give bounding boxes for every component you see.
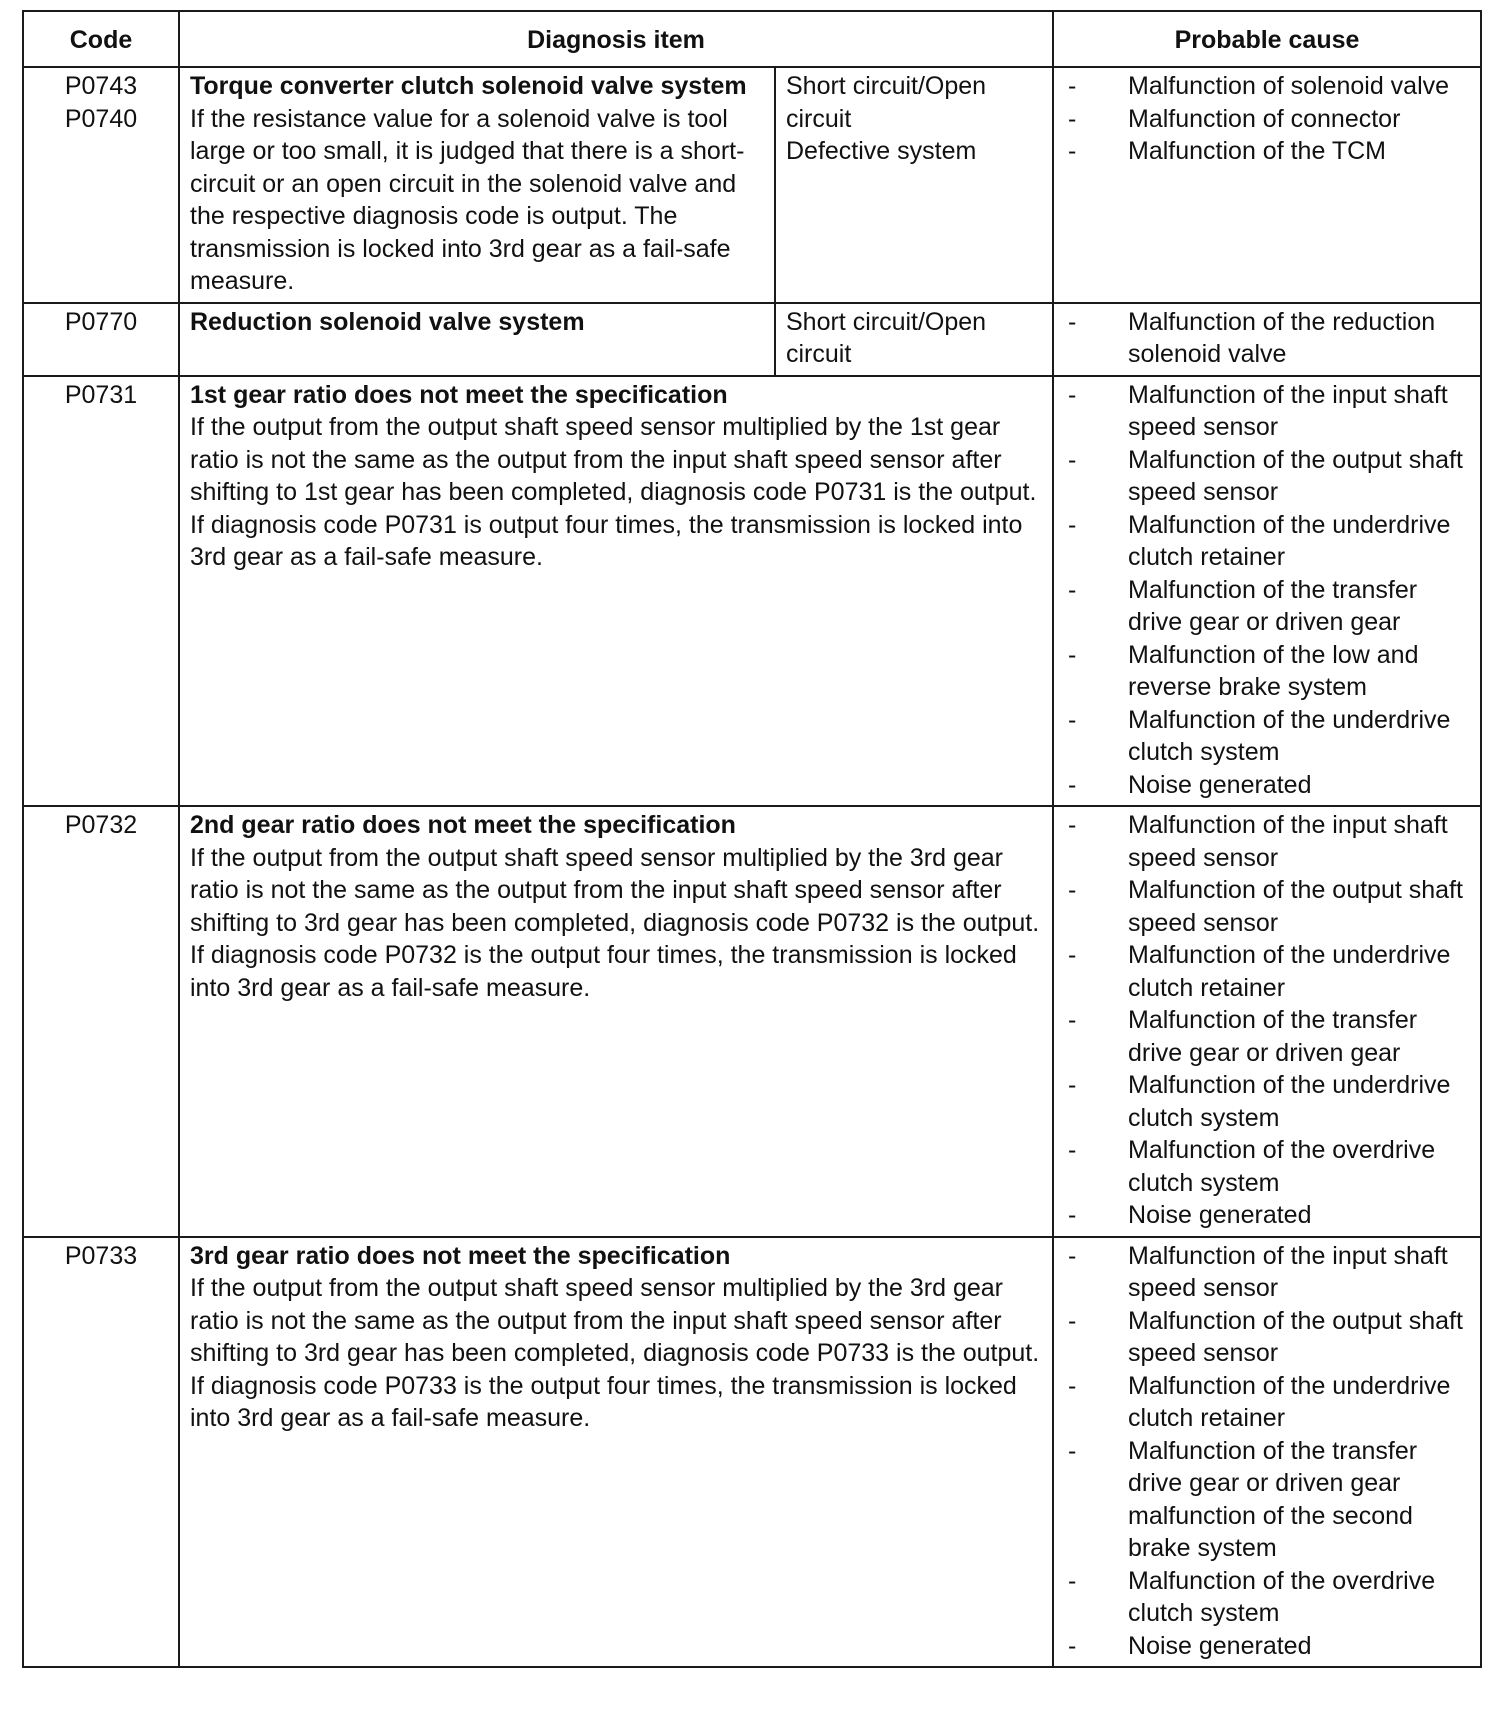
- cause-text: Malfunction of the TCM: [1128, 137, 1386, 165]
- cause-text: Malfunction of connector: [1128, 104, 1401, 133]
- diagnosis-item-title: 1st gear ratio does not meet the specification: [190, 380, 728, 409]
- cause-item: [1064, 639, 1470, 704]
- cause-item: [1064, 1199, 1470, 1232]
- code-cell: [23, 303, 179, 376]
- diagnosis-code: P0732: [64, 811, 138, 839]
- header-diagnosis-item: Diagnosis item: [179, 11, 1053, 67]
- dash-bullet: -: [1068, 1241, 1077, 1270]
- header-code: Code: [23, 11, 179, 67]
- cause-text: Malfunction of solenoid valve: [1128, 72, 1450, 100]
- cause-text: Malfunction of the underdrive clutch system: [1128, 1071, 1451, 1132]
- cause-text: Malfunction of the underdrive clutch retainer: [1128, 941, 1451, 1002]
- dash-bullet: -: [1068, 1566, 1077, 1595]
- dash-bullet: -: [1068, 1136, 1077, 1164]
- diagnosis-item-title: 3rd gear ratio does not meet the specification: [190, 1241, 731, 1270]
- dash-bullet: -: [1068, 811, 1077, 839]
- table-row: [23, 303, 1481, 376]
- code-cell: [23, 1237, 179, 1668]
- diagnosis-code: P0733: [64, 1241, 138, 1270]
- cause-list: [1064, 379, 1470, 802]
- cause-item: [1064, 379, 1470, 444]
- diagnosis-item-cell: [179, 67, 775, 303]
- probable-cause-cell: [1053, 303, 1481, 376]
- dash-bullet: -: [1068, 1006, 1077, 1034]
- dash-bullet: -: [1068, 445, 1077, 474]
- table-row: [23, 1237, 1481, 1668]
- cause-item: [1064, 1630, 1470, 1663]
- cause-item: [1064, 1004, 1470, 1069]
- probable-cause-cell: [1053, 806, 1481, 1237]
- table-header-row: [23, 11, 1481, 67]
- cause-list: [1064, 1240, 1470, 1663]
- diagnosis-item-cell: [179, 303, 775, 376]
- diagnosis-item-description: If the resistance value for a solenoid valve is tool large or too small, it is judged that there is a short-circuit or an open circuit in the solenoid valve and the respective diagnosis code is output. The transmission is locked into 3rd gear as a fail-safe measure.: [190, 104, 745, 295]
- cause-text: Malfunction of the output shaft speed sensor: [1128, 445, 1463, 506]
- table-row: [23, 806, 1481, 1237]
- cause-text: Malfunction of the input shaft speed sensor: [1128, 380, 1448, 441]
- cause-text: Malfunction of the reduction solenoid valve: [1128, 307, 1436, 368]
- condition-cell: [775, 67, 1053, 303]
- cause-text: Malfunction of the output shaft speed sensor: [1128, 1306, 1463, 1367]
- diagnosis-item-cell: [179, 376, 1053, 807]
- cause-text: Malfunction of the transfer drive gear or driven gear: [1128, 575, 1418, 636]
- dash-bullet: -: [1068, 1306, 1077, 1335]
- cause-text: Noise generated: [1128, 1201, 1312, 1229]
- condition-text: Defective system: [786, 137, 977, 165]
- cause-item: [1064, 509, 1470, 574]
- cause-item: [1064, 1240, 1470, 1305]
- cause-item: [1064, 70, 1470, 103]
- cause-item: [1064, 1069, 1470, 1134]
- probable-cause-cell: [1053, 376, 1481, 807]
- diagnosis-item-title: Torque converter clutch solenoid valve system: [190, 72, 747, 100]
- dash-bullet: -: [1068, 941, 1077, 969]
- cause-item: [1064, 1370, 1470, 1435]
- cause-list: [1064, 809, 1470, 1232]
- dash-bullet: -: [1068, 104, 1077, 133]
- cause-list: [1064, 306, 1470, 371]
- dash-bullet: -: [1068, 640, 1077, 669]
- cause-item: [1064, 1435, 1470, 1565]
- header-probable-cause: Probable cause: [1053, 11, 1481, 67]
- cause-text: Malfunction of the overdrive clutch system: [1128, 1136, 1436, 1197]
- cause-text: Malfunction of the input shaft speed sensor: [1128, 1241, 1448, 1302]
- dash-bullet: -: [1068, 307, 1077, 336]
- diagnosis-code: P0740: [64, 104, 138, 133]
- document-page: [22, 10, 1480, 1668]
- diagnosis-code: P0743: [64, 72, 138, 100]
- code-cell: [23, 67, 179, 303]
- cause-text: Malfunction of the overdrive clutch system: [1128, 1566, 1436, 1627]
- cause-item: [1064, 939, 1470, 1004]
- dash-bullet: -: [1068, 575, 1077, 604]
- cause-list: [1064, 70, 1470, 168]
- cause-item: [1064, 1305, 1470, 1370]
- cause-item: [1064, 1565, 1470, 1630]
- cause-text: Malfunction of the underdrive clutch retainer: [1128, 510, 1451, 571]
- cause-item: [1064, 135, 1470, 168]
- cause-text: Malfunction of the transfer drive gear or driven gear: [1128, 1006, 1418, 1067]
- code-cell: [23, 806, 179, 1237]
- dash-bullet: -: [1068, 705, 1077, 734]
- cause-text: Malfunction of the underdrive clutch retainer: [1128, 1371, 1451, 1432]
- dash-bullet: -: [1068, 1071, 1077, 1099]
- code-cell: [23, 376, 179, 807]
- diagnosis-item-cell: [179, 1237, 1053, 1668]
- cause-item: [1064, 103, 1470, 136]
- cause-text: Malfunction of the transfer drive gear or driven gear malfunction of the second brake system: [1128, 1436, 1418, 1562]
- cause-item: [1064, 574, 1470, 639]
- diagnosis-item-description: If the output from the output shaft speed sensor multiplied by the 3rd gear ratio is not the same as the output from the input shaft speed sensor after shifting to 3rd gear has been completed, diagnosis code P0733 is the output. If diagnosis code P0733 is the output four times, the transmission is locked into 3rd gear as a fail-safe measure.: [190, 1274, 1040, 1432]
- dash-bullet: -: [1068, 876, 1077, 904]
- cause-text: Malfunction of the underdrive clutch system: [1128, 705, 1451, 766]
- dash-bullet: -: [1068, 380, 1077, 409]
- diagnosis-code: P0770: [64, 307, 138, 336]
- probable-cause-cell: [1053, 1237, 1481, 1668]
- cause-text: Malfunction of the low and reverse brake system: [1128, 640, 1419, 701]
- probable-cause-cell: [1053, 67, 1481, 303]
- cause-item: [1064, 809, 1470, 874]
- cause-text: Noise generated: [1128, 1631, 1312, 1660]
- dash-bullet: -: [1068, 1631, 1077, 1660]
- cause-item: [1064, 769, 1470, 802]
- diagnosis-item-title: 2nd gear ratio does not meet the specification: [190, 811, 736, 839]
- diagnosis-item-title: Reduction solenoid valve system: [190, 307, 585, 336]
- dash-bullet: -: [1068, 137, 1077, 165]
- table-row: [23, 376, 1481, 807]
- cause-item: [1064, 874, 1470, 939]
- dash-bullet: -: [1068, 770, 1077, 799]
- diagnosis-item-cell: [179, 806, 1053, 1237]
- cause-item: [1064, 306, 1470, 371]
- dash-bullet: -: [1068, 510, 1077, 539]
- diagnosis-code-table: [22, 10, 1482, 1668]
- dash-bullet: -: [1068, 1201, 1077, 1229]
- cause-text: Malfunction of the input shaft speed sensor: [1128, 811, 1448, 872]
- cause-item: [1064, 444, 1470, 509]
- dash-bullet: -: [1068, 72, 1077, 100]
- cause-item: [1064, 704, 1470, 769]
- condition-text: Short circuit/Open circuit: [786, 307, 987, 368]
- diagnosis-code: P0731: [64, 380, 138, 409]
- table-body: [23, 67, 1481, 1667]
- cause-text: Noise generated: [1128, 770, 1312, 799]
- table-row: [23, 67, 1481, 303]
- dash-bullet: -: [1068, 1436, 1077, 1465]
- dash-bullet: -: [1068, 1371, 1077, 1400]
- diagnosis-item-description: If the output from the output shaft speed sensor multiplied by the 3rd gear ratio is not the same as the output from the input shaft speed sensor after shifting to 3rd gear has been completed, diagnosis code P0732 is the output. If diagnosis code P0732 is the output four times, the transmission is locked into 3rd gear as a fail-safe measure.: [190, 843, 1040, 1002]
- cause-item: [1064, 1134, 1470, 1199]
- diagnosis-item-description: If the output from the output shaft speed sensor multiplied by the 1st gear ratio is not the same as the output from the input shaft speed sensor after shifting to 1st gear has been completed, diagnosis code P0731 is the output. If diagnosis code P0731 is output four times, the transmission is locked into 3rd gear as a fail-safe measure.: [190, 413, 1037, 571]
- condition-cell: [775, 303, 1053, 376]
- condition-text: Short circuit/Open circuit: [786, 72, 987, 133]
- cause-text: Malfunction of the output shaft speed sensor: [1128, 876, 1463, 937]
